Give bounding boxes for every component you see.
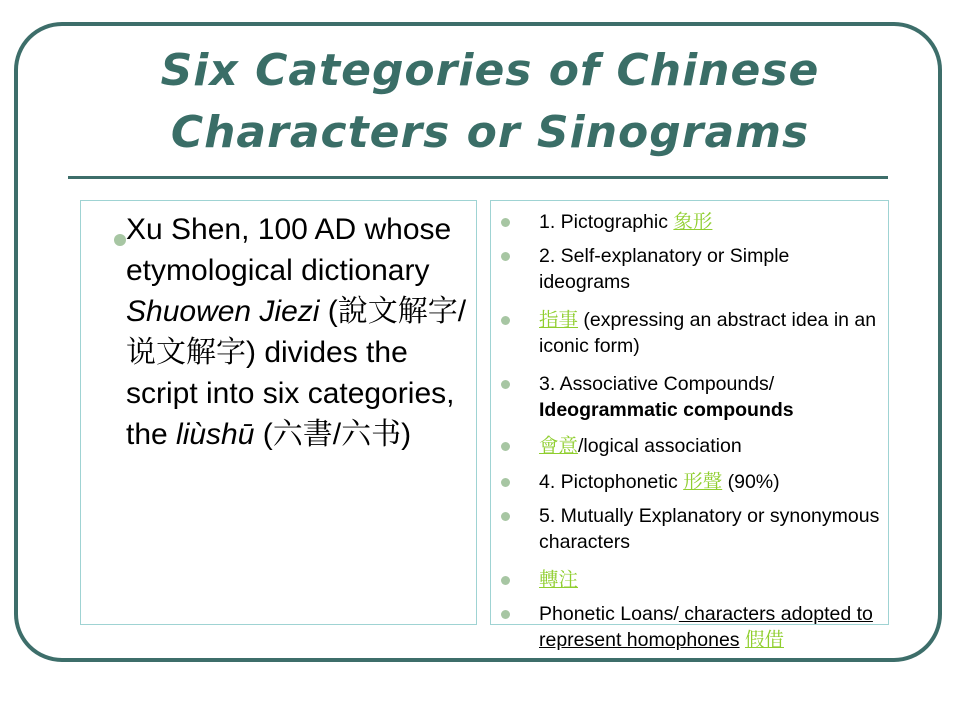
cjk-link[interactable]: 假借 [744, 629, 784, 651]
cjk-link[interactable]: 轉注 [539, 569, 579, 591]
item-text: 3. Associative Compounds/ [539, 373, 775, 395]
left-text-part3: (六書/六书) [254, 418, 412, 451]
item-text: /logical association [578, 435, 742, 457]
item-bold-text: Ideogrammatic compounds [539, 399, 794, 421]
item-text-tail: (90%) [722, 471, 780, 493]
underlined-text: characters adopted to represent homophones [539, 603, 873, 651]
right-text-box [490, 200, 889, 651]
bullet-icon [501, 316, 510, 325]
item-text: 4. Pictophonetic [539, 471, 684, 493]
bullet-icon [501, 442, 510, 451]
item-text: 2. Self-explanatory or Simple ideograms [539, 245, 790, 293]
shuowen-jiezi-title: Shuowen Jiezi [126, 295, 320, 328]
bullet-icon [501, 252, 510, 261]
bullet-icon [501, 610, 510, 619]
item-text: 1. Pictographic [539, 211, 674, 233]
cjk-link[interactable]: 會意 [539, 435, 579, 457]
cjk-link[interactable]: 指事 [539, 309, 579, 331]
left-text-box [80, 200, 477, 625]
left-paragraph [126, 209, 476, 455]
bullet-icon [501, 380, 510, 389]
bullet-icon [501, 218, 510, 227]
slide-title [60, 40, 920, 164]
title-line-2: Characters or Sinograms [170, 107, 810, 158]
title-divider [68, 176, 888, 179]
left-text-part2: (說文解字/说文解字) divides the script into six categories, the [126, 295, 467, 451]
bullet-icon [501, 576, 510, 585]
liushu-term: liùshū [176, 418, 255, 451]
bullet-icon [501, 512, 510, 521]
item-text: 5. Mutually Explanatory or synonymous characters [539, 505, 880, 553]
item-text: Phonetic Loans/ [539, 603, 679, 625]
item-text: (expressing an abstract idea in an iconic form) [539, 309, 877, 357]
title-line-1: Six Categories of Chinese [160, 45, 820, 96]
cjk-link[interactable]: 形聲 [683, 471, 723, 493]
left-text-part1: Xu Shen, 100 AD whose etymological dictionary [126, 213, 452, 287]
bullet-icon [114, 234, 126, 246]
bullet-icon [501, 478, 510, 487]
cjk-link[interactable]: 象形 [673, 211, 713, 233]
